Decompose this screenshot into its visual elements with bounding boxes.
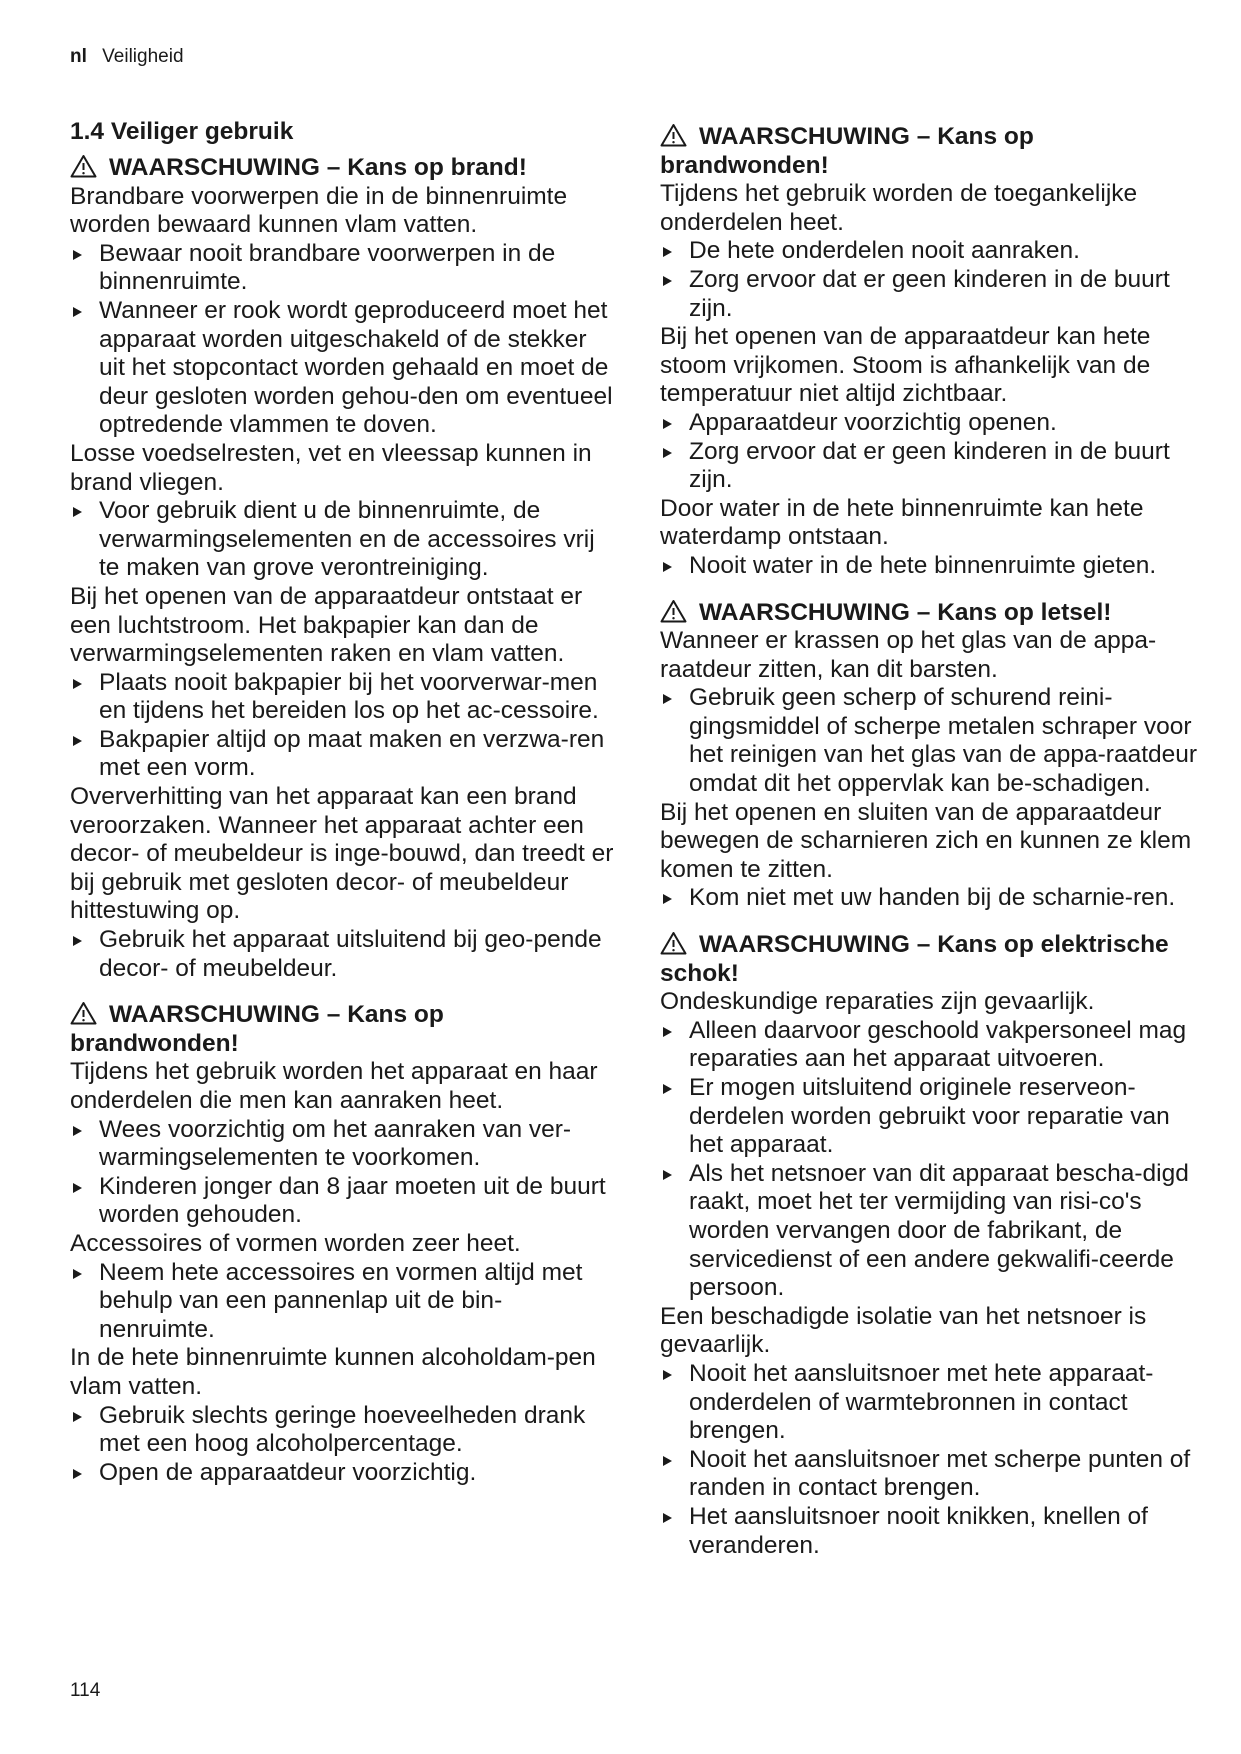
- instruction-list: [70, 1116, 615, 1230]
- body-paragraph: Accessoires of vormen worden zeer heet.: [70, 1229, 521, 1257]
- instruction-item: Als het netsnoer van dit apparaat bescha-digd raakt, moet het ter vermijding van risi-co's worden vervangen door de fabrikant, de servicedienst of een andere gekwalifi-ceerde persoon.: [660, 1160, 1200, 1303]
- warning-triangle-icon: [660, 931, 687, 955]
- warning-heading: [660, 931, 1200, 988]
- warning-heading-text: WAARSCHUWING – Kans op brandwonden!: [660, 123, 1034, 179]
- warning-heading-text: WAARSCHUWING – Kans op brandwonden!: [70, 1001, 444, 1057]
- instruction-item: Alleen daarvoor geschoold vakpersoneel mag reparaties aan het apparaat uitvoeren.: [660, 1017, 1200, 1074]
- instruction-list: [70, 1402, 615, 1488]
- instruction-item: Open de apparaatdeur voorzichtig.: [70, 1459, 615, 1488]
- warning-heading-text: WAARSCHUWING – Kans op brand!: [109, 154, 527, 181]
- warning-triangle-icon: [660, 599, 687, 623]
- instruction-item: Neem hete accessoires en vormen altijd met behulp van een pannenlap uit de bin-nenruimte.: [70, 1259, 615, 1345]
- instruction-item: Kom niet met uw handen bij de scharnie-ren.: [660, 884, 1200, 913]
- body-paragraph: Wanneer er krassen op het glas van de appa-raatdeur zitten, kan dit barsten.: [660, 627, 1157, 683]
- section-title: 1.4 Veiliger gebruik: [70, 118, 294, 145]
- instruction-item: Gebruik geen scherp of schurend reini-gingsmiddel of scherpe metalen schraper voor het reinigen van het glas van de appa-raatdeur omdat dit het oppervlak kan be-schadigen.: [660, 684, 1200, 798]
- body-paragraph: Tijdens het gebruik worden het apparaat en haar onderdelen die men kan aanraken heet.: [70, 1058, 598, 1114]
- warning-triangle-icon: [70, 154, 97, 178]
- language-code: nl: [70, 46, 87, 67]
- left-column: [70, 118, 615, 1505]
- warning-block: [70, 1001, 615, 1487]
- instruction-item: Het aansluitsnoer nooit knikken, knellen of veranderen.: [660, 1503, 1200, 1560]
- warning-block: [660, 123, 1200, 581]
- instruction-item: Wanneer er rook wordt geproduceerd moet het apparaat worden uitgeschakeld of de stekker uit het stopcontact worden gehaald en moet de deur gesloten worden gehou-den om eventueel optredende vlammen te doven.: [70, 297, 615, 440]
- instruction-list: [70, 240, 615, 440]
- instruction-item: Gebruik het apparaat uitsluitend bij geo-pende decor- of meubeldeur.: [70, 926, 615, 983]
- instruction-item: Apparaatdeur voorzichtig openen.: [660, 409, 1200, 438]
- body-paragraph: Bij het openen van de apparaatdeur ontstaat er een luchtstroom. Het bakpapier kan dan de verwarmingselementen raken en vlam vatten.: [70, 582, 583, 668]
- body-paragraph: Tijdens het gebruik worden de toegankelijke onderdelen heet.: [660, 180, 1138, 236]
- body-paragraph: Ondeskundige reparaties zijn gevaarlijk.: [660, 988, 1095, 1016]
- warning-block: [660, 931, 1200, 1560]
- instruction-list: [660, 552, 1200, 581]
- instruction-list: [660, 684, 1200, 798]
- instruction-item: Zorg ervoor dat er geen kinderen in de buurt zijn.: [660, 266, 1200, 323]
- instruction-item: Bewaar nooit brandbare voorwerpen in de binnenruimte.: [70, 240, 615, 297]
- instruction-list: [660, 1017, 1200, 1303]
- warning-heading-text: WAARSCHUWING – Kans op elektrische schok!: [660, 931, 1169, 987]
- instruction-item: Plaats nooit bakpapier bij het voorverwar-men en tijdens het bereiden los op het ac-cessoire.: [70, 669, 615, 726]
- instruction-item: Gebruik slechts geringe hoeveelheden drank met een hoog alcoholpercentage.: [70, 1402, 615, 1459]
- instruction-item: Nooit het aansluitsnoer met hete apparaat-onderdelen of warmtebronnen in contact brengen.: [660, 1360, 1200, 1446]
- warning-triangle-icon: [660, 123, 687, 147]
- body-paragraph: Bij het openen van de apparaatdeur kan hete stoom vrijkomen. Stoom is afhankelijk van de temperatuur niet altijd zichtbaar.: [660, 323, 1151, 408]
- body-paragraph: Oververhitting van het apparaat kan een brand veroorzaken. Wanneer het apparaat achter een decor- of meubeldeur is inge-bouwd, dan treedt er bij gebruik met gesloten decor- of meubeldeur hittestuwing op.: [70, 783, 614, 925]
- instruction-list: [660, 409, 1200, 495]
- body-paragraph: Door water in de hete binnenruimte kan hete waterdamp ontstaan.: [660, 494, 1144, 551]
- instruction-list: [70, 1259, 615, 1345]
- warning-heading: [70, 1001, 615, 1058]
- warning-triangle-icon: [70, 1001, 97, 1025]
- body-paragraph: In de hete binnenruimte kunnen alcoholdam-pen vlam vatten.: [70, 1344, 596, 1400]
- body-paragraph: Een beschadigde isolatie van het netsnoer is gevaarlijk.: [660, 1302, 1147, 1359]
- body-paragraph: Losse voedselresten, vet en vleessap kunnen in brand vliegen.: [70, 439, 592, 496]
- instruction-list: [660, 1360, 1200, 1560]
- warning-heading: [70, 154, 615, 183]
- instruction-item: De hete onderdelen nooit aanraken.: [660, 237, 1200, 266]
- page-header: [70, 46, 184, 68]
- right-column: [660, 123, 1200, 1578]
- page-number: 114: [70, 1680, 101, 1701]
- instruction-item: Voor gebruik dient u de binnenruimte, de verwarmingselementen en de accessoires vrij te maken van grove verontreiniging.: [70, 497, 615, 583]
- instruction-list: [660, 237, 1200, 323]
- instruction-item: Zorg ervoor dat er geen kinderen in de buurt zijn.: [660, 438, 1200, 495]
- instruction-item: Er mogen uitsluitend originele reserveon-derdelen worden gebruikt voor reparatie van het apparaat.: [660, 1074, 1200, 1160]
- body-paragraph: Bij het openen en sluiten van de apparaatdeur bewegen de scharnieren zich en kunnen ze klem komen te zitten.: [660, 798, 1192, 883]
- instruction-item: Bakpapier altijd op maat maken en verzwa-ren met een vorm.: [70, 726, 615, 783]
- warning-heading-text: WAARSCHUWING – Kans op letsel!: [699, 598, 1112, 626]
- warning-heading: [660, 123, 1200, 180]
- body-paragraph: Brandbare voorwerpen die in de binnenruimte worden bewaard kunnen vlam vatten.: [70, 182, 568, 239]
- instruction-list: [70, 669, 615, 783]
- warning-heading: [660, 599, 1200, 628]
- warning-block: [660, 599, 1200, 914]
- instruction-item: Wees voorzichtig om het aanraken van ver-warmingselementen te voorkomen.: [70, 1116, 615, 1173]
- instruction-item: Nooit het aansluitsnoer met scherpe punten of randen in contact brengen.: [660, 1446, 1200, 1503]
- instruction-list: [660, 884, 1200, 913]
- warning-block: [70, 154, 615, 983]
- instruction-item: Kinderen jonger dan 8 jaar moeten uit de buurt worden gehouden.: [70, 1173, 615, 1230]
- instruction-item: Nooit water in de hete binnenruimte gieten.: [660, 552, 1200, 581]
- header-section-name: Veiligheid: [102, 46, 184, 67]
- instruction-list: [70, 926, 615, 983]
- instruction-list: [70, 497, 615, 583]
